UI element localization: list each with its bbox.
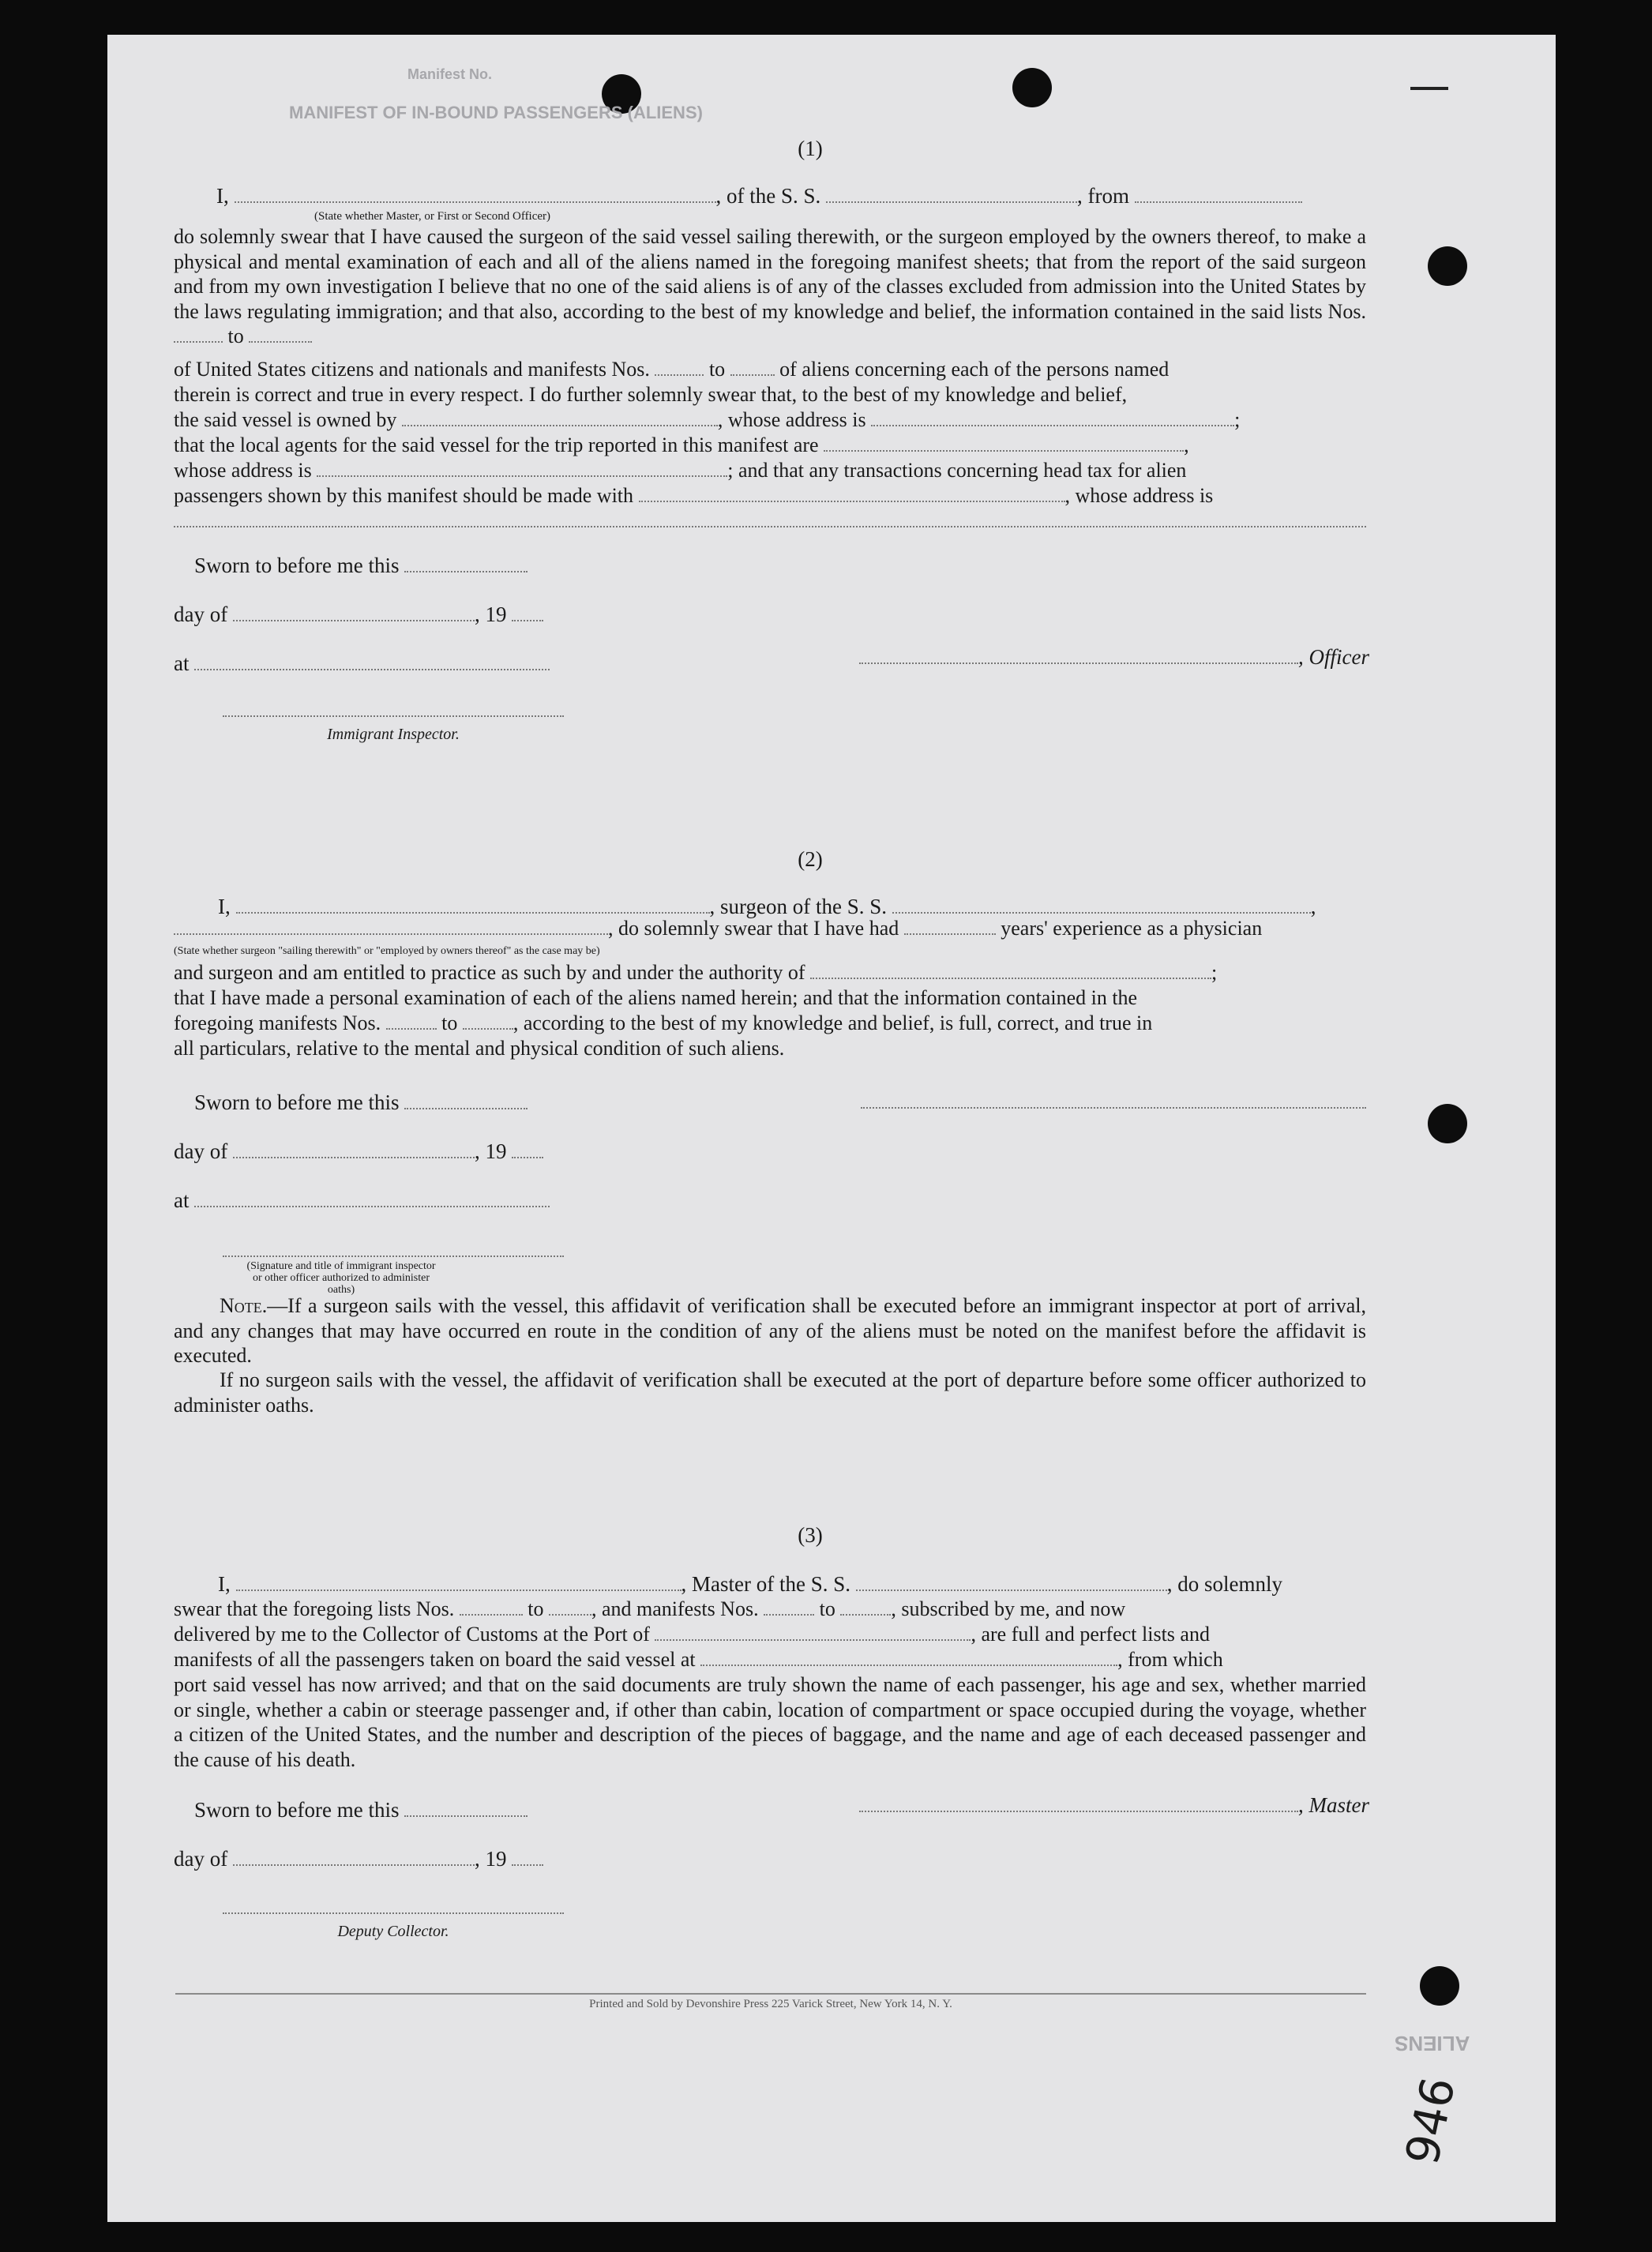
s3-lists-text: swear that the foregoing lists Nos. [174, 1597, 455, 1620]
s2-type-blank[interactable] [174, 918, 608, 935]
note-text: —If a surgeon sails with the vessel, this affidavit of verification shall be executed before an immigrant inspector at port of arrival, and any changes that may have occurred en route in the condition of any of the aliens must be noted on the manifest before the affidavit is executed. [174, 1294, 1366, 1367]
section-3-number: (3) [798, 1523, 823, 1547]
s1-line6 [174, 357, 1169, 382]
punch-hole [1428, 1104, 1467, 1143]
s3-line1 [218, 1571, 1282, 1597]
agents-blank[interactable] [824, 434, 1184, 452]
document-page [107, 35, 1556, 2222]
s3-line2 [174, 1597, 1125, 1622]
year-blank[interactable] [512, 604, 543, 621]
s2-sworn-blank[interactable] [404, 1092, 528, 1109]
s3-sworn-blank[interactable] [404, 1800, 528, 1817]
s3-master-sig-text: , Master [1298, 1793, 1369, 1817]
s1-of-ss: , of the S. S. [715, 184, 821, 208]
s2-years-text: years' experience as a physician [1001, 917, 1263, 940]
s3-deputy: Deputy Collector. [337, 1923, 449, 1940]
s1-sworn-text: Sworn to before me this [194, 554, 400, 577]
s2-name-blank[interactable] [236, 896, 710, 914]
section-2-number: (2) [798, 847, 823, 871]
s3-departure-blank[interactable] [700, 1649, 1117, 1666]
s2-place-blank[interactable] [194, 1190, 550, 1207]
section-1-number: (1) [798, 137, 823, 160]
s2-day-text: day of [174, 1139, 228, 1163]
aliens-stamp: ALIENS [1395, 2032, 1470, 2055]
s1-day-text: day of [174, 602, 228, 626]
note-label: Note. [220, 1294, 268, 1317]
s1-at [174, 651, 550, 676]
s3-perfect-lists-text: , are full and perfect lists and [971, 1623, 1210, 1646]
sworn-day-blank[interactable] [404, 555, 528, 572]
s1-line10 [174, 458, 1186, 483]
s1-officer-text: , Officer [1298, 645, 1369, 669]
s3-manifests-to-blank[interactable] [840, 1598, 891, 1616]
handwritten-number: 946 [1395, 2072, 1466, 2170]
s2-comma: , [1310, 895, 1316, 918]
s2-signature-rule [861, 1107, 1366, 1109]
s1-line9 [174, 433, 1189, 458]
s2-according-text: , according to the best of my knowledge and belief, is full, correct, and true in [512, 1012, 1153, 1034]
s1-officer-line [859, 644, 1369, 670]
s1-from: , from [1077, 184, 1129, 208]
s3-collector-rule [223, 1912, 564, 1914]
edge-mark [1410, 87, 1448, 90]
s1-i: I, [216, 184, 229, 208]
s3-subscribed-text: , subscribed by me, and now [891, 1597, 1126, 1620]
punch-hole [1420, 1966, 1459, 2006]
years-blank[interactable] [904, 918, 996, 935]
s3-taken-on-board-text: manifests of all the passengers taken on board the said vessel at [174, 1648, 696, 1671]
s2-month-blank[interactable] [233, 1141, 475, 1158]
s1-agents-text: that the local agents for the said vessel for the trip reported in this manifest are [174, 434, 819, 456]
s2-manifests-text: foregoing manifests Nos. [174, 1012, 381, 1034]
s3-manifests-from-blank[interactable] [764, 1598, 814, 1616]
s2-note-paragraph [174, 1293, 1366, 1368]
s2-inspector-rule [223, 1255, 564, 1257]
s3-collector-text: delivered by me to the Collector of Customs at the Port of [174, 1623, 650, 1646]
s2-at [174, 1188, 550, 1213]
s3-i: I, [218, 1572, 231, 1596]
lists-from-blank[interactable] [174, 325, 223, 343]
s1-year-text: , 19 [474, 602, 507, 626]
s2-note2-paragraph: If no surgeon sails with the vessel, the affidavit of verification shall be executed at the port of departure before some officer authorized to administer oaths. [174, 1368, 1366, 1417]
s3-lists-to-blank[interactable] [549, 1598, 591, 1616]
s3-line3 [174, 1622, 1210, 1647]
s1-body-text: do solemnly swear that I have caused the surgeon of the said vessel sailing therewith, or the surgeon employed by the owners thereof, to make a physical and mental examination of each and all of the aliens named in the foregoing manifest sheets; that from the report of the said surgeon and from my own investigation I believe that no one of the said aliens is of any of the classes excluded from admission into the United States by the laws regulating immigration; and that also, according to the best of my knowledge and belief, the information contained in the said lists Nos. [174, 225, 1366, 323]
punch-hole [1428, 246, 1467, 286]
authority-blank[interactable] [810, 962, 1211, 979]
manifest-to-blank[interactable] [730, 358, 775, 376]
lists-to-blank[interactable] [249, 325, 312, 343]
s3-day [174, 1846, 543, 1871]
s2-note-small: (State whether surgeon "sailing therewith" or "employed by owners thereof" as the case may be) [174, 945, 600, 957]
s3-name-blank[interactable] [236, 1574, 681, 1591]
s1-line1 [216, 183, 1302, 208]
place-blank[interactable] [194, 653, 550, 670]
owner-blank[interactable] [402, 409, 718, 426]
s1-whose-address-2: , whose address is [1064, 484, 1214, 507]
s1-day [174, 602, 543, 627]
s1-line7: therein is correct and true in every respect. I do further solemnly swear that, to the best of my knowledge and belief, [174, 383, 1128, 406]
s3-from-which-text: , from which [1117, 1648, 1223, 1671]
s1-head-tax-text: ; and that any transactions concerning head tax for alien [727, 459, 1187, 482]
s2-line3 [174, 960, 1217, 985]
bleed-through-header: MANIFEST OF IN-BOUND PASSENGERS (ALIENS) [289, 103, 703, 122]
s2-surgeon-text: , surgeon of the S. S. [709, 895, 888, 918]
s3-to-1: to [528, 1597, 544, 1620]
s2-from-blank[interactable] [386, 1012, 437, 1030]
s2-at-text: at [174, 1188, 190, 1212]
s3-ship-blank[interactable] [856, 1574, 1167, 1591]
from-port-blank[interactable] [1135, 186, 1302, 203]
s3-master-line [859, 1792, 1369, 1818]
s3-port-blank[interactable] [655, 1623, 971, 1641]
s1-citizens-text: of United States citizens and nationals and manifests Nos. [174, 358, 650, 381]
bleed-through-manifest-no: Manifest No. [407, 66, 493, 82]
s2-swear-text: , do solemnly swear that I have had [608, 917, 899, 940]
manifest-from-blank[interactable] [655, 358, 704, 376]
footer-rule [175, 1993, 1366, 1995]
s1-officer-note: (State whether Master, or First or Second Officer) [314, 210, 551, 223]
s2-line5 [174, 1011, 1152, 1036]
s3-sworn-text: Sworn to before me this [194, 1798, 400, 1822]
head-tax-blank[interactable] [639, 485, 1065, 502]
s1-sworn [194, 553, 528, 578]
s3-lists-from-blank[interactable] [460, 1598, 523, 1616]
s2-authority-text: and surgeon and am entitled to practice as such by and under the authority of [174, 961, 805, 984]
s1-address-rule [174, 526, 1366, 527]
s1-owned-by: the said vessel is owned by [174, 408, 397, 431]
s3-year-blank[interactable] [512, 1849, 543, 1866]
s3-master-text: , Master of the S. S. [681, 1572, 850, 1596]
s1-at-text: at [174, 651, 190, 675]
s2-to: to [441, 1012, 458, 1034]
s1-line11 [174, 483, 1213, 509]
s3-line4 [174, 1647, 1223, 1672]
s1-inspector: Immigrant Inspector. [327, 726, 460, 743]
s1-semicolon: ; [1234, 408, 1241, 431]
s2-signature-note: (Signature and title of immigrant inspector or other officer authorized to administer oaths) [246, 1260, 436, 1296]
s1-whose-address: whose address is [174, 459, 312, 482]
s1-comma: , [1184, 434, 1189, 456]
s1-line8 [174, 407, 1240, 433]
s3-to-2: to [819, 1597, 835, 1620]
s3-year-text: , 19 [474, 1847, 507, 1871]
owner-address-blank[interactable] [871, 409, 1234, 426]
s1-oath-body [174, 224, 1366, 349]
printer-footer: Printed and Sold by Devonshire Press 225 Varick Street, New York 14, N. Y. [589, 1998, 952, 2010]
s2-year-blank[interactable] [512, 1141, 543, 1158]
s1-to-2: to [708, 358, 726, 381]
s3-day-text: day of [174, 1847, 228, 1871]
officer-signature-blank[interactable] [859, 647, 1298, 664]
s2-line4: that I have made a personal examination of each of the aliens named herein; and that the information contained in the [174, 986, 1138, 1009]
s2-semicolon: ; [1211, 961, 1218, 984]
s3-sworn [194, 1797, 528, 1822]
s2-sworn-text: Sworn to before me this [194, 1090, 400, 1114]
s1-aliens-text: of aliens concerning each of the persons named [779, 358, 1170, 381]
punch-hole [1012, 68, 1052, 107]
s1-to: to [227, 325, 244, 347]
s2-to-blank[interactable] [463, 1012, 513, 1030]
master-signature-blank[interactable] [859, 1795, 1298, 1812]
s3-manifests-text: , and manifests Nos. [591, 1597, 759, 1620]
s3-month-blank[interactable] [233, 1849, 475, 1866]
s2-sworn [194, 1090, 528, 1115]
name-blank[interactable] [235, 186, 716, 203]
s1-passengers-text: passengers shown by this manifest should be made with [174, 484, 634, 507]
s2-line6: all particulars, relative to the mental and physical condition of such aliens. [174, 1037, 785, 1060]
s2-year-text: , 19 [474, 1139, 507, 1163]
month-blank[interactable] [233, 604, 475, 621]
s2-line2 [174, 916, 1262, 941]
s2-i: I, [218, 895, 231, 918]
s2-ship-blank[interactable] [892, 896, 1311, 914]
ship-name-blank[interactable] [826, 186, 1077, 203]
s2-day [174, 1139, 543, 1164]
s1-inspector-rule [223, 715, 564, 717]
s3-solemnly-text: , do solemnly [1166, 1572, 1282, 1596]
agents-address-blank[interactable] [317, 460, 727, 477]
s1-address-label: , whose address is [717, 408, 866, 431]
s3-body: port said vessel has now arrived; and that on the said documents are truly shown the name of each passenger, his age and sex, whether married or single, whether a cabin or steerage passenger and, if other than cabin, location of compartment or space occupied during the voyage, whether a citizen of the United States, and the number and description of the pieces of baggage, and the name and age of each deceased passenger and the cause of his death. [174, 1673, 1366, 1771]
